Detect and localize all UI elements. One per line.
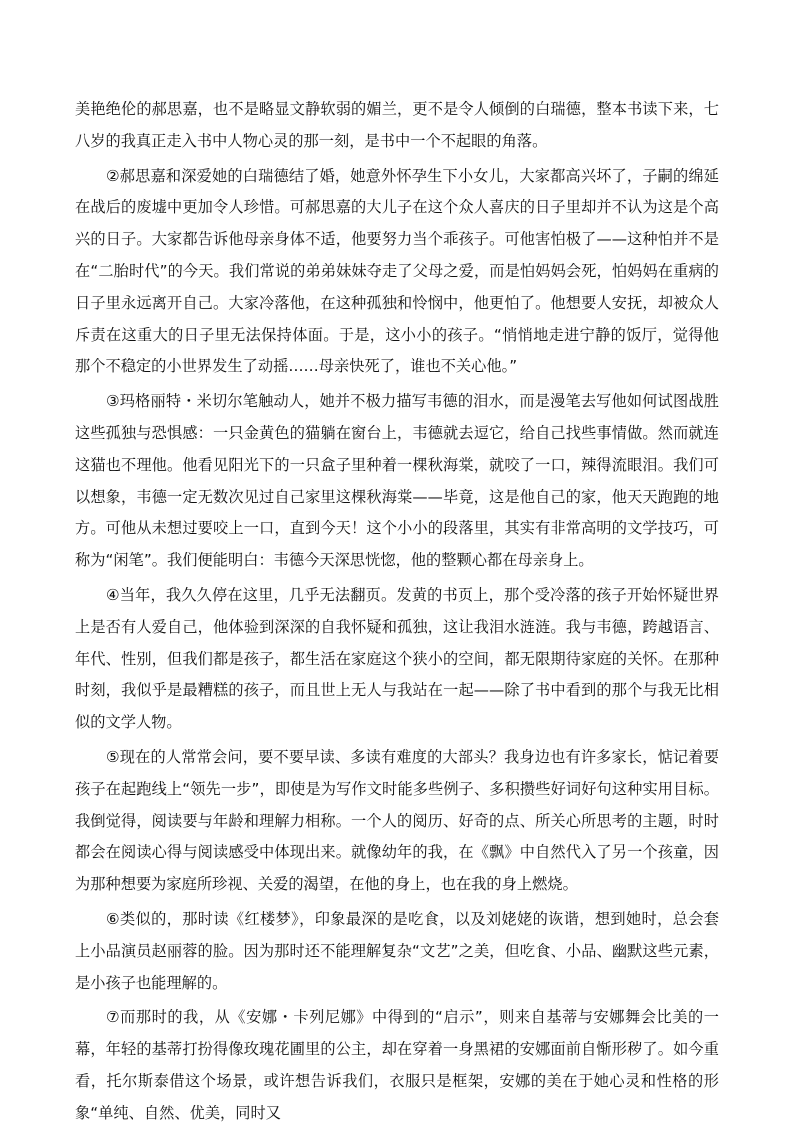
paragraph-2: ②郝思嘉和深爱她的白瑞德结了婚，她意外怀孕生下小女儿，大家都高兴坏了，子嗣的绵延在战后的废墟中更加令人珍惜。可郝思嘉的大儿子在这个众人喜庆的日子里却并不认为这是个高兴的日子。大家都告诉他母亲身体不适，他要努力当个乖孩子。可他害怕极了——这种怕并不是在“二胎时代”的今天。我们常说的弟弟妹妹夺走了父母之爱，而是怕妈妈会死，怕妈妈在重病的日子里永远离开自己。大家冷落他，在这种孤独和怜悯中，他更怕了。他想要人安抚，却被众人斥责在这重大的日子里无法保持体面。于是，这小小的孩子。“悄悄地走进宁静的饭厅，觉得他那个不稳定的小世界发生了动摇……母亲快死了，谁也不关心他。”	[75, 166, 719, 376]
paragraph-6: ⑥类似的，那时读《红楼梦》，印象最深的是吃食，以及刘姥姥的诙谐，想到她时，总会套上小品演员赵丽蓉的脸。因为那时还不能理解复杂“文艺”之美，但吃食、小品、幽默这些元素，是小孩子也能理解的。	[75, 909, 719, 992]
paragraph-3: ③玛格丽特・米切尔笔触动人，她并不极力描写韦德的泪水，而是漫笔去写他如何试图战胜这些孤独与恐惧感：一只金黄色的猫躺在窗台上，韦德就去逗它，给自己找些事情做。然而就连这猫也不理他。他看见阳光下的一只盒子里种着一棵秋海棠，就咬了一口，辣得流眼泪。我们可以想象，韦德一定无数次见过自己家里这棵秋海棠——毕竟，这是他自己的家，他天天跑跑的地方。可他从未想过要咬上一口，直到今天！这个小小的段落里，其实有非常高明的文学技巧，可称为“闲笔”。我们便能明白：韦德今天深思恍惚，他的整颗心都在母亲身上。	[75, 392, 719, 570]
paragraph-5: ⑤现在的人常常会问，要不要早读、多读有难度的大部头？我身边也有许多家长，惦记着要孩子在起跑线上“领先一步”，即使是为写作文时能多些例子、多积攒些好词好句这种实用目标。我倒觉得，阅读要与年龄和理解力相称。一个人的阅历、好奇的点、所关心所思考的主题，时时都会在阅读心得与阅读感受中体现出来。就像幼年的我，在《飘》中自然代入了另一个孩童，因为那种想要为家庭所珍视、关爱的渴望，在他的身上，也在我的身上燃烧。	[75, 747, 719, 894]
article-body	[75, 94, 719, 1133]
paragraph-1-continued: 美艳绝伦的郝思嘉，也不是略显文静软弱的媚兰，更不是令人倾倒的白瑞德，整本书读下来，七八岁的我真正走入书中人物心灵的那一刻，是书中一个不起眼的角落。	[75, 100, 719, 150]
paragraph-7: ⑦而那时的我，从《安娜・卡列尼娜》中得到的“启示”，则来自基蒂与安娜舞会比美的一幕，年轻的基蒂打扮得像玫瑰花圃里的公主，却在穿着一身黑裙的安娜面前自惭形秽了。如今重看，托尔斯泰借这个场景，或许想告诉我们，衣服只是框架，安娜的美在于她心灵和性格的形象“单纯、自然、优美，同时又	[75, 1008, 719, 1122]
paragraph-4: ④当年，我久久停在这里，几乎无法翻页。发黄的书页上，那个受冷落的孩子开始怀疑世界上是否有人爱自己，他体验到深深的自我怀疑和孤独，这让我泪水涟涟。我与韦德，跨越语言、年代、性别，但我们都是孩子，都生活在家庭这个狭小的空间，都无限期待家庭的关怀。在那种时刻，我似乎是最糟糕的孩子，而且世上无人与我站在一起——除了书中看到的那个与我无比相似的文学人物。	[75, 585, 719, 732]
